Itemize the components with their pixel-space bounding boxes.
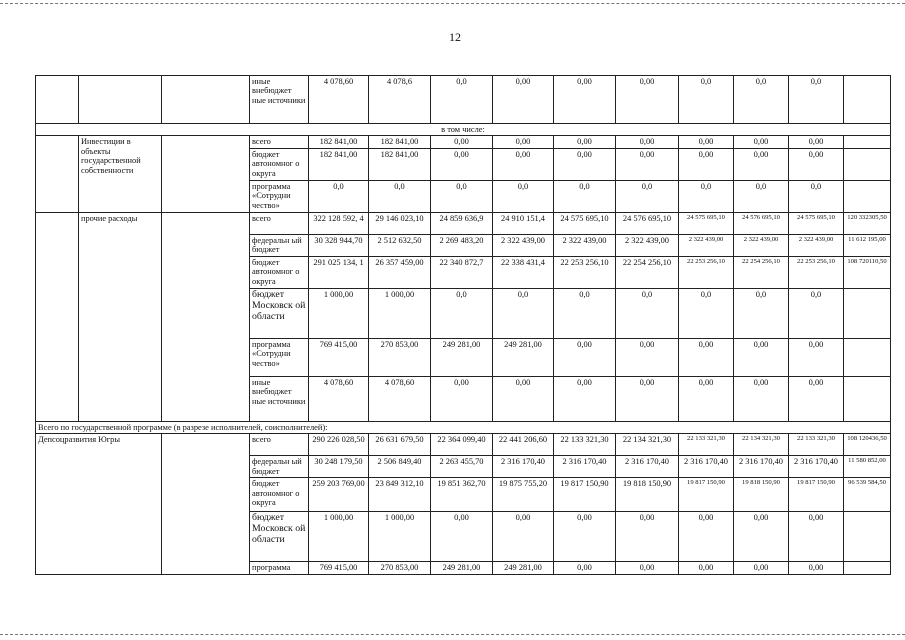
- value-cell: 0,0: [493, 288, 554, 338]
- value-cell: 322 128 592, 4: [309, 212, 369, 234]
- cell: [162, 434, 250, 574]
- value-cell: 19 817 150,90: [554, 478, 616, 512]
- cell: [844, 136, 891, 148]
- value-cell: 0,00: [554, 148, 616, 180]
- block-title: Инвестиции в объекты государственной собственности: [79, 136, 162, 212]
- section-caption: Всего по государственной программе (в разрезе исполнителей, соисполнителей):: [36, 421, 891, 433]
- table-row: [36, 76, 891, 124]
- value-cell: 0,0: [616, 180, 679, 212]
- value-cell: 19 851 362,70: [431, 478, 493, 512]
- table-row: [36, 136, 891, 148]
- value-cell: 0,00: [493, 76, 554, 124]
- value-cell: 259 203 769,00: [309, 478, 369, 512]
- value-cell: 22 340 872,7: [431, 256, 493, 288]
- value-cell: 182 841,00: [309, 136, 369, 148]
- value-cell: 0,00: [679, 562, 734, 574]
- value-cell: 19 818 150,90: [734, 478, 789, 512]
- value-cell: 1 000,00: [369, 512, 431, 562]
- value-cell: 22 254 256,10: [616, 256, 679, 288]
- value-cell: 120 332305,50: [844, 212, 891, 234]
- value-cell: 108 120436,50: [844, 434, 891, 456]
- value-cell: 22 338 431,4: [493, 256, 554, 288]
- value-cell: 11 612 195,00: [844, 234, 891, 256]
- row-label: бюджет Московск ой области: [250, 288, 309, 338]
- value-cell: 2 322 439,00: [679, 234, 734, 256]
- value-cell: 0,00: [616, 136, 679, 148]
- cell: [36, 136, 79, 212]
- cell: [844, 376, 891, 421]
- value-cell: 182 841,00: [369, 136, 431, 148]
- value-cell: 2 316 170,40: [493, 456, 554, 478]
- value-cell: 22 441 206,60: [493, 434, 554, 456]
- row-label: бюджет Московск ой области: [250, 512, 309, 562]
- cell: [36, 212, 79, 421]
- row-label: программа «Сотрудни чество»: [250, 180, 309, 212]
- row-label: всего: [250, 212, 309, 234]
- value-cell: 270 853,00: [369, 562, 431, 574]
- value-cell: 0,00: [616, 338, 679, 376]
- value-cell: 249 281,00: [493, 562, 554, 574]
- value-cell: 24 859 636,9: [431, 212, 493, 234]
- value-cell: 0,0: [554, 288, 616, 338]
- value-cell: 0,0: [734, 180, 789, 212]
- value-cell: 11 580 852,00: [844, 456, 891, 478]
- value-cell: 0,00: [493, 148, 554, 180]
- value-cell: 30 328 944,70: [309, 234, 369, 256]
- value-cell: 22 134 321,30: [616, 434, 679, 456]
- value-cell: 19 817 150,90: [679, 478, 734, 512]
- value-cell: 0,00: [679, 512, 734, 562]
- value-cell: 2 316 170,40: [679, 456, 734, 478]
- value-cell: 0,0: [431, 180, 493, 212]
- value-cell: 0,00: [789, 148, 844, 180]
- value-cell: 22 253 256,10: [554, 256, 616, 288]
- value-cell: 22 253 256,10: [789, 256, 844, 288]
- value-cell: 22 134 321,30: [734, 434, 789, 456]
- value-cell: 29 146 023,10: [369, 212, 431, 234]
- value-cell: 0,00: [616, 76, 679, 124]
- cell: [36, 76, 79, 124]
- value-cell: 0,00: [616, 376, 679, 421]
- value-cell: 249 281,00: [431, 562, 493, 574]
- cell: [844, 148, 891, 180]
- value-cell: 30 248 179,50: [309, 456, 369, 478]
- value-cell: 19 875 755,20: [493, 478, 554, 512]
- value-cell: 22 254 256,10: [734, 256, 789, 288]
- value-cell: 1 000,00: [309, 512, 369, 562]
- scan-edge-top: [0, 3, 905, 4]
- value-cell: 2 506 849,40: [369, 456, 431, 478]
- value-cell: 0,00: [679, 148, 734, 180]
- value-cell: 0,0: [734, 76, 789, 124]
- cell: [162, 136, 250, 212]
- value-cell: 0,00: [431, 376, 493, 421]
- cell: [162, 212, 250, 421]
- value-cell: 0,00: [493, 512, 554, 562]
- value-cell: 0,0: [789, 76, 844, 124]
- value-cell: 0,00: [734, 136, 789, 148]
- value-cell: 0,00: [616, 512, 679, 562]
- separator-row: [36, 421, 891, 433]
- value-cell: 0,0: [679, 76, 734, 124]
- row-label: бюджет автономног о округа: [250, 256, 309, 288]
- value-cell: 0,00: [554, 512, 616, 562]
- value-cell: 2 322 439,00: [616, 234, 679, 256]
- value-cell: 26 631 679,50: [369, 434, 431, 456]
- value-cell: 0,00: [493, 136, 554, 148]
- value-cell: 0,0: [789, 288, 844, 338]
- value-cell: 2 322 439,00: [554, 234, 616, 256]
- value-cell: 290 226 028,50: [309, 434, 369, 456]
- value-cell: 0,00: [789, 562, 844, 574]
- value-cell: 0,0: [431, 288, 493, 338]
- row-label: иные внебюджет ные источники: [250, 76, 309, 124]
- row-label: федеральн ый бюджет: [250, 456, 309, 478]
- value-cell: 0,00: [734, 148, 789, 180]
- value-cell: 0,0: [679, 180, 734, 212]
- value-cell: 0,0: [369, 180, 431, 212]
- value-cell: 0,00: [431, 512, 493, 562]
- table-row: [36, 212, 891, 234]
- value-cell: 0,00: [493, 376, 554, 421]
- cell: [844, 76, 891, 124]
- value-cell: 0,00: [679, 338, 734, 376]
- value-cell: 19 818 150,90: [616, 478, 679, 512]
- value-cell: 0,00: [616, 562, 679, 574]
- value-cell: 0,0: [616, 288, 679, 338]
- row-label: программа: [250, 562, 309, 574]
- value-cell: 24 576 695,10: [734, 212, 789, 234]
- value-cell: 0,00: [734, 562, 789, 574]
- value-cell: 4 078,60: [309, 76, 369, 124]
- value-cell: 4 078,60: [369, 376, 431, 421]
- value-cell: 2 322 439,00: [789, 234, 844, 256]
- value-cell: 2 269 483,20: [431, 234, 493, 256]
- value-cell: 0,00: [431, 148, 493, 180]
- value-cell: 291 025 134, 1: [309, 256, 369, 288]
- value-cell: 769 415,00: [309, 562, 369, 574]
- block-title: Депсоцразвития Югры: [36, 434, 162, 574]
- row-label: всего: [250, 136, 309, 148]
- value-cell: 0,00: [734, 512, 789, 562]
- value-cell: 2 316 170,40: [554, 456, 616, 478]
- value-cell: 19 817 150,90: [789, 478, 844, 512]
- cell: [844, 562, 891, 574]
- value-cell: 249 281,00: [493, 338, 554, 376]
- value-cell: 0,00: [554, 136, 616, 148]
- value-cell: 2 316 170,40: [734, 456, 789, 478]
- value-cell: 0,0: [734, 288, 789, 338]
- value-cell: 2 322 439,00: [734, 234, 789, 256]
- value-cell: 22 133 321,30: [789, 434, 844, 456]
- row-label: программа «Сотрудни чество»: [250, 338, 309, 376]
- budget-table: [35, 75, 891, 575]
- value-cell: 23 849 312,10: [369, 478, 431, 512]
- value-cell: 24 910 151,4: [493, 212, 554, 234]
- value-cell: 26 357 459,00: [369, 256, 431, 288]
- value-cell: 1 000,00: [309, 288, 369, 338]
- value-cell: 2 316 170,40: [789, 456, 844, 478]
- value-cell: 108 720110,50: [844, 256, 891, 288]
- value-cell: 24 575 695,10: [789, 212, 844, 234]
- value-cell: 0,00: [734, 338, 789, 376]
- value-cell: 0,0: [789, 180, 844, 212]
- page-number: 12: [449, 30, 461, 44]
- value-cell: 769 415,00: [309, 338, 369, 376]
- value-cell: 0,0: [493, 180, 554, 212]
- value-cell: 1 000,00: [369, 288, 431, 338]
- value-cell: 0,00: [789, 338, 844, 376]
- value-cell: 0,00: [789, 376, 844, 421]
- row-label: федеральн ый бюджет: [250, 234, 309, 256]
- value-cell: 24 575 695,10: [679, 212, 734, 234]
- value-cell: 0,00: [616, 148, 679, 180]
- value-cell: 96 539 584,50: [844, 478, 891, 512]
- value-cell: 0,00: [554, 376, 616, 421]
- value-cell: 0,00: [734, 376, 789, 421]
- cell: [844, 288, 891, 338]
- value-cell: 0,00: [554, 338, 616, 376]
- value-cell: 22 364 099,40: [431, 434, 493, 456]
- value-cell: 22 133 321,30: [679, 434, 734, 456]
- row-label: всего: [250, 434, 309, 456]
- value-cell: 0,00: [679, 136, 734, 148]
- row-label: бюджет автономног о округа: [250, 148, 309, 180]
- value-cell: 2 322 439,00: [493, 234, 554, 256]
- cell: [844, 512, 891, 562]
- value-cell: 0,00: [554, 76, 616, 124]
- value-cell: 0,0: [679, 288, 734, 338]
- cell: [162, 76, 250, 124]
- value-cell: 249 281,00: [431, 338, 493, 376]
- value-cell: 4 078,60: [309, 376, 369, 421]
- value-cell: 0,00: [554, 562, 616, 574]
- row-label: бюджет автономног о округа: [250, 478, 309, 512]
- cell: [844, 180, 891, 212]
- separator-row: [36, 124, 891, 136]
- cell: [844, 338, 891, 376]
- value-cell: 182 841,00: [369, 148, 431, 180]
- value-cell: 2 316 170,40: [616, 456, 679, 478]
- value-cell: 0,00: [431, 136, 493, 148]
- value-cell: 0,0: [309, 180, 369, 212]
- value-cell: 182 841,00: [309, 148, 369, 180]
- row-label: иные внебюджет ные источники: [250, 376, 309, 421]
- value-cell: 0,0: [554, 180, 616, 212]
- value-cell: 2 263 455,70: [431, 456, 493, 478]
- block-title: прочие расходы: [79, 212, 162, 421]
- value-cell: 22 253 256,10: [679, 256, 734, 288]
- table-row: [36, 434, 891, 456]
- value-cell: 0,00: [679, 376, 734, 421]
- value-cell: 22 133 321,30: [554, 434, 616, 456]
- value-cell: 0,00: [789, 136, 844, 148]
- cell: [79, 76, 162, 124]
- scan-edge-bottom: [0, 634, 905, 635]
- section-caption: в том числе:: [36, 124, 891, 136]
- value-cell: 270 853,00: [369, 338, 431, 376]
- value-cell: 4 078,6: [369, 76, 431, 124]
- value-cell: 2 512 632,50: [369, 234, 431, 256]
- value-cell: 0,0: [431, 76, 493, 124]
- value-cell: 24 575 695,10: [554, 212, 616, 234]
- value-cell: 24 576 695,10: [616, 212, 679, 234]
- value-cell: 0,00: [789, 512, 844, 562]
